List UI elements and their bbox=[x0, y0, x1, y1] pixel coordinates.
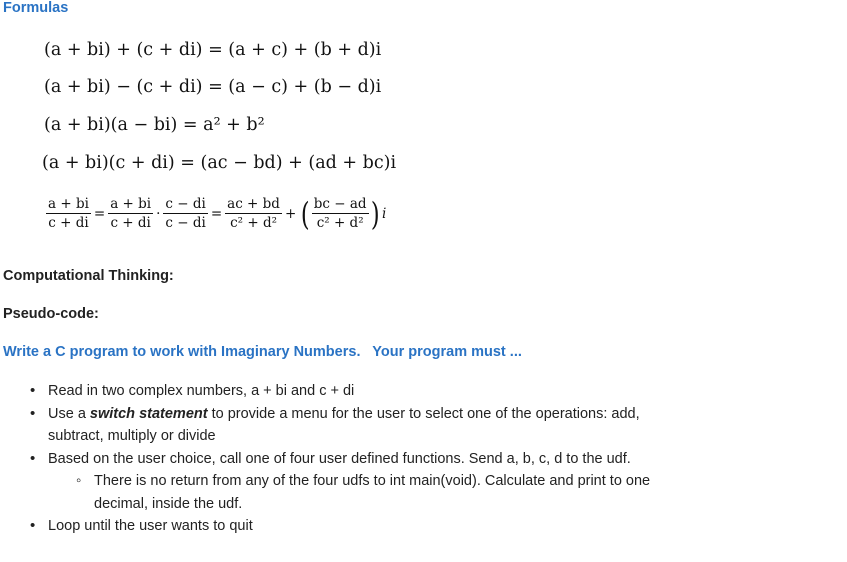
list-item-loop: • Loop until the user wants to quit bbox=[30, 515, 670, 538]
lhs-fraction bbox=[46, 196, 91, 231]
addition-formula: (a + bi) + (c + di) = (a + c) + (b + d)i bbox=[44, 40, 382, 60]
real-part-fraction bbox=[225, 196, 282, 231]
dot-operator: · bbox=[156, 205, 161, 222]
plus-sign: + bbox=[284, 205, 297, 222]
subtraction-formula: (a + bi) − (c + di) = (a − c) + (b − d)i bbox=[44, 77, 382, 97]
division-formula bbox=[46, 196, 386, 231]
switch-suffix: to provide a menu for the user to select one of the operations: add, subtract, multiply or divide bbox=[48, 405, 640, 444]
conjugate-fraction bbox=[163, 196, 207, 231]
list-item-udf-sub: ◦ There is no return from any of the four udfs to int main(void). Calculate and print to one decimal, inside the udf. bbox=[76, 470, 670, 515]
multiplication-formula: (a + bi)(c + di) = (ac − bd) + (ad + bc)i bbox=[42, 153, 397, 173]
equals-sign-2: = bbox=[210, 205, 223, 222]
left-paren: ( bbox=[301, 194, 310, 233]
pseudo-code-heading: Pseudo-code: bbox=[3, 306, 99, 322]
requirements-list bbox=[30, 380, 670, 538]
conjugate-numerator: c − di bbox=[165, 196, 206, 212]
list-item-udf: • Based on the user choice, call one of four user defined functions. Send a, b, c, d to the udf. bbox=[30, 448, 670, 471]
original-numerator: a + bi bbox=[110, 196, 152, 212]
list-item-read: • Read in two complex numbers, a + bi and c + di bbox=[30, 380, 670, 403]
equals-sign: = bbox=[93, 205, 106, 222]
lhs-numerator: a + bi bbox=[48, 196, 89, 212]
sub-list bbox=[30, 470, 670, 515]
list-item-sub-container bbox=[30, 470, 670, 515]
computational-thinking-heading: Computational Thinking: bbox=[3, 268, 174, 284]
imag-part-fraction bbox=[312, 196, 369, 231]
original-fraction bbox=[108, 196, 153, 231]
lhs-denominator: c + di bbox=[48, 215, 89, 231]
real-numerator: ac + bd bbox=[227, 196, 280, 212]
formulas-heading: Formulas bbox=[3, 0, 69, 16]
real-denominator: c² + d² bbox=[230, 215, 278, 231]
switch-prefix: Use a bbox=[48, 405, 90, 422]
right-paren: ) bbox=[370, 194, 380, 233]
list-item-switch bbox=[30, 403, 670, 448]
imaginary-unit: i bbox=[382, 205, 387, 222]
imag-denominator: c² + d² bbox=[316, 215, 364, 231]
imag-numerator: bc − ad bbox=[313, 196, 367, 212]
conjugate-formula: (a + bi)(a − bi) = a² + b² bbox=[44, 115, 265, 135]
original-denominator: c + di bbox=[110, 215, 151, 231]
assignment-intro: Write a C program to work with Imaginary Numbers. Your program must ... bbox=[3, 344, 522, 360]
conjugate-denominator: c − di bbox=[165, 215, 206, 231]
switch-emphasis: switch statement bbox=[89, 405, 208, 422]
